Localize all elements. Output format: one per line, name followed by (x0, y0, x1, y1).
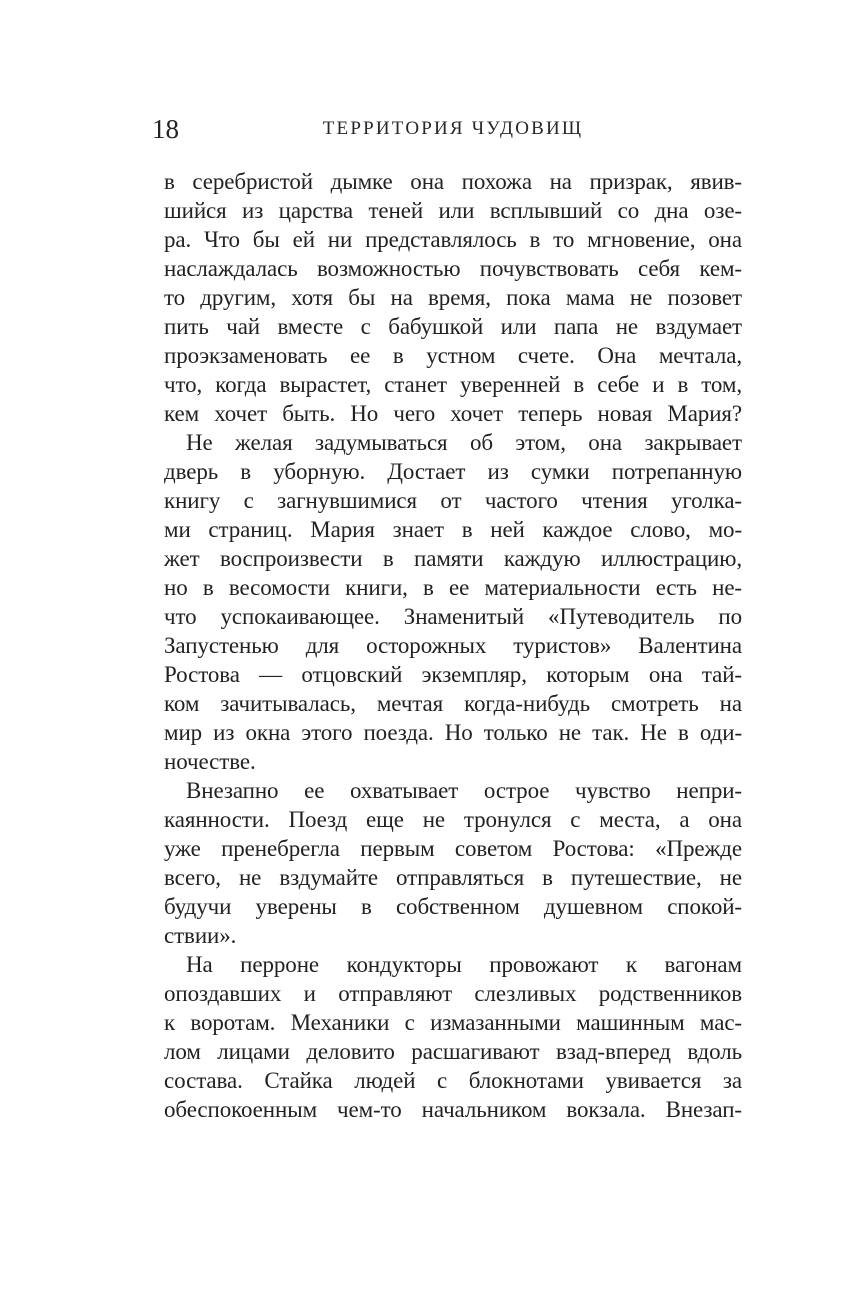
text-line: к воротам. Механики с измазанными машинным мас- (164, 1010, 742, 1035)
text-line: ночестве. (164, 749, 256, 774)
text-line: шийся из царства теней или всплывший со дна озе- (164, 198, 742, 223)
text-line: уже пренебрегла первым советом Ростова: «Прежде (164, 836, 742, 861)
text-line: ра. Что бы ей ни представлялось в то мгновение, она (164, 227, 742, 252)
running-title: ТЕРРИТОРИЯ ЧУДОВИЩ (322, 118, 584, 139)
text-line: ком зачитывалась, мечтая когда-нибудь смотреть на (164, 691, 742, 716)
text-line: Не желая задумываться об этом, она закрывает (186, 430, 742, 455)
text-line: будучи уверены в собственном душевном спокой- (164, 894, 742, 919)
text-line: то другим, хотя бы на время, пока мама не позовет (164, 285, 742, 310)
text-line: всего, не вздумайте отправляться в путешествие, не (164, 865, 742, 890)
text-line: в серебристой дымке она похожа на призрак, явив- (164, 169, 742, 194)
text-line: состава. Стайка людей с блокнотами увивается за (164, 1068, 742, 1093)
text-line: кем хочет быть. Но чего хочет теперь новая Мария? (164, 401, 742, 426)
text-line: что успокаивающее. Знаменитый «Путеводитель по (164, 604, 742, 629)
page-number: 18 (152, 114, 179, 144)
paragraph (164, 428, 742, 776)
text-line: опоздавших и отправляют слезливых родственников (164, 981, 742, 1006)
text-line: Ростова — отцовский экземпляр, которым она тай- (164, 662, 742, 687)
text-line: лом лицами деловито расшагивают взад-вперед вдоль (164, 1039, 742, 1064)
paragraph (164, 167, 742, 428)
text-line: проэкзаменовать ее в устном счете. Она мечтала, (164, 343, 742, 368)
text-line: каянности. Поезд еще не тронулся с места, а она (164, 807, 742, 832)
text-line: что, когда вырастет, станет уверенней в себе и в том, (164, 372, 742, 397)
text-line: ствии». (164, 923, 237, 948)
page-header (152, 114, 742, 144)
paragraph (164, 950, 742, 1124)
text-line: Запустенью для осторожных туристов» Валентина (164, 633, 742, 658)
text-line: обеспокоенным чем-то начальником вокзала. Внезап- (164, 1097, 742, 1122)
text-line: книгу с загнувшимися от частого чтения уголка- (164, 488, 742, 513)
text-line: Внезапно ее охватывает острое чувство непри- (186, 778, 742, 803)
text-line: наслаждалась возможностью почувствовать себя кем- (164, 256, 742, 281)
text-line: но в весомости книги, в ее материальности есть не- (164, 575, 742, 600)
text-line: На перроне кондукторы провожают к вагонам (186, 952, 742, 977)
text-line: пить чай вместе с бабушкой или папа не вздумает (164, 314, 742, 339)
text-line: жет воспроизвести в памяти каждую иллюстрацию, (164, 546, 742, 571)
page-text (164, 167, 742, 1124)
text-line: ми страниц. Мария знает в ней каждое слово, мо- (164, 517, 742, 542)
paragraph (164, 776, 742, 950)
text-line: дверь в уборную. Достает из сумки потрепанную (164, 459, 742, 484)
text-line: мир из окна этого поезда. Но только не так. Не в оди- (164, 720, 742, 745)
